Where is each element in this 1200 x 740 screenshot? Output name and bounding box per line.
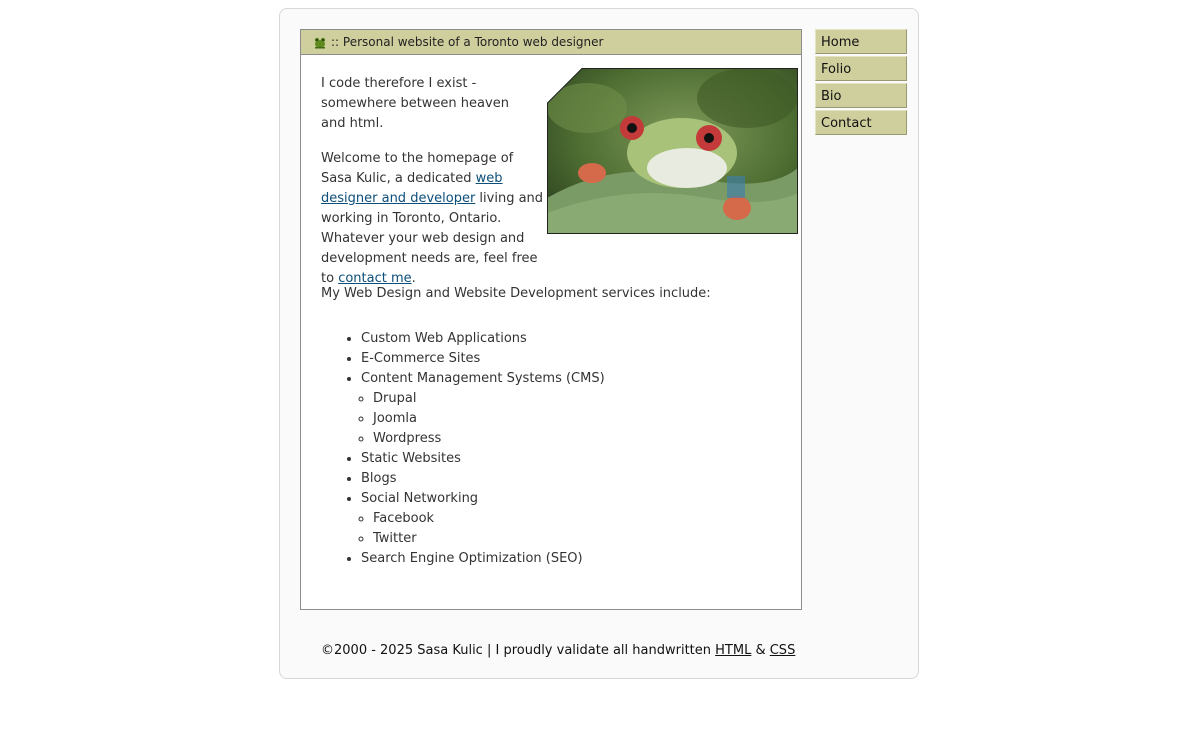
contact-me-link[interactable]: contact me: [338, 271, 412, 286]
intro-line-1: I code therefore I exist -: [321, 76, 477, 91]
header-bar: [301, 30, 801, 55]
frog-icon: [313, 36, 327, 49]
list-item: • Search Engine Optimization (SEO): [361, 549, 605, 569]
main-content: [300, 29, 802, 610]
side-nav: [815, 29, 907, 137]
page-wrapper: [279, 8, 919, 679]
list-item: ◦ Wordpress: [373, 429, 605, 449]
site-tagline: :: Personal website of a Toronto web designer: [331, 35, 604, 49]
footer-text: ©2000 - 2025 Sasa Kulic | I proudly validate all handwritten: [321, 643, 716, 658]
welcome-text-1: Welcome to the homepage of Sasa Kulic, a dedicated: [321, 151, 514, 186]
frog-photo: [547, 68, 798, 234]
html-validation-link[interactable]: HTML: [715, 643, 752, 658]
list-item-label: Content Management Systems (CMS): [361, 371, 605, 386]
nav-item-home[interactable]: Home: [815, 29, 907, 54]
list-item: ◦ Drupal: [373, 389, 605, 409]
list-item: [361, 369, 605, 449]
css-validation-link[interactable]: CSS: [769, 643, 796, 658]
list-item: • E-Commerce Sites: [361, 349, 605, 369]
services-intro: My Web Design and Website Development services include:: [321, 286, 711, 301]
list-item: • Blogs: [361, 469, 605, 489]
cms-sublist: [361, 389, 605, 449]
social-sublist: [361, 509, 605, 549]
services-list: [341, 329, 605, 569]
footer-ampersand: &: [751, 643, 770, 658]
nav-item-contact[interactable]: Contact: [815, 110, 907, 135]
welcome-paragraph: [321, 149, 545, 289]
nav-item-bio[interactable]: Bio: [815, 83, 907, 108]
list-item: [361, 489, 605, 549]
list-item: • Custom Web Applications: [361, 329, 605, 349]
list-item: • Static Websites: [361, 449, 605, 469]
nav-item-folio[interactable]: Folio: [815, 56, 907, 81]
list-item: ◦ Joomla: [373, 409, 605, 429]
list-item: ◦ Twitter: [373, 529, 605, 549]
web-designer-link[interactable]: web designer and developer: [321, 171, 503, 206]
list-item-label: Social Networking: [361, 491, 479, 506]
intro-line-3: and html.: [321, 116, 384, 131]
footer: [321, 643, 795, 658]
welcome-text-2: living and working in Toronto, Ontario. Whatever your web design and development needs are, feel free to: [321, 191, 544, 286]
intro-line-2: somewhere between heaven: [321, 96, 509, 111]
intro-quote: [321, 74, 541, 134]
list-item: ◦ Facebook: [373, 509, 605, 529]
welcome-text-3: .: [411, 271, 416, 286]
